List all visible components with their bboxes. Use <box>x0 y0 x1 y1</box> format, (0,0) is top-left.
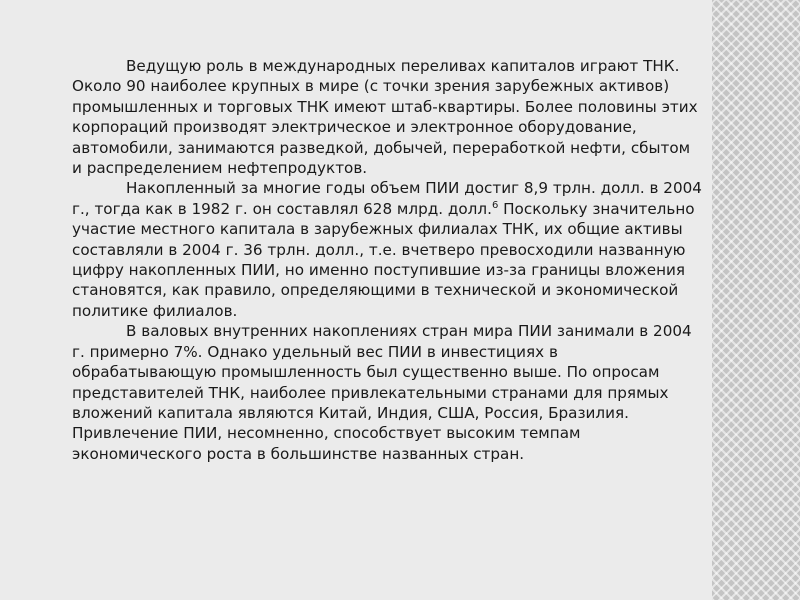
paragraph-tnk-role: Ведущую роль в международных переливах капиталов играют ТНК. Около 90 наиболее крупных в мире (с точки зрения зарубежных активов) промышленных и торговых ТНК имеют штаб-квартиры. Более половины этих корпораций производят электрическое и электронное оборудование, автомобили, занимаются разведкой, добычей, переработкой нефти, сбытом и распределением нефтепродуктов. <box>72 57 698 178</box>
paragraph-accumulated-fdi <box>72 178 704 321</box>
decorative-side-strip <box>712 0 800 600</box>
slide-text-body <box>72 56 704 464</box>
footnote-marker: 6 <box>491 199 499 211</box>
paragraph-text: Накопленный за многие годы объем ПИИ достиг 8,9 трлн. долл. в 2004 г., тогда как в 1982 г. он составлял 628 млрд. долл. <box>72 179 702 218</box>
paragraph-text: Поскольку значительно участие местного капитала в зарубежных филиалах ТНК, их общие активы составляли в 2004 г. 36 трлн. долл., т.е. вчетверо превосходили названную цифру накопленных ПИИ, но именно поступившие из-за границы вложения становятся, как правило, определяющими в технической и экономической политике филиалов. <box>72 199 695 320</box>
paragraph-fdi-share: В валовых внутренних накоплениях стран мира ПИИ занимали в 2004 г. примерно 7%. Однако удельный вес ПИИ в инвестициях в обрабатывающую промышленность был существенно выше. По опросам представителей ТНК, наиболее привлекательными странами для прямых вложений капитала являются Китай, Индия, США, Россия, Бразилия. Привлечение ПИИ, несомненно, способствует высоким темпам экономического роста в большинстве названных стран. <box>72 322 692 463</box>
